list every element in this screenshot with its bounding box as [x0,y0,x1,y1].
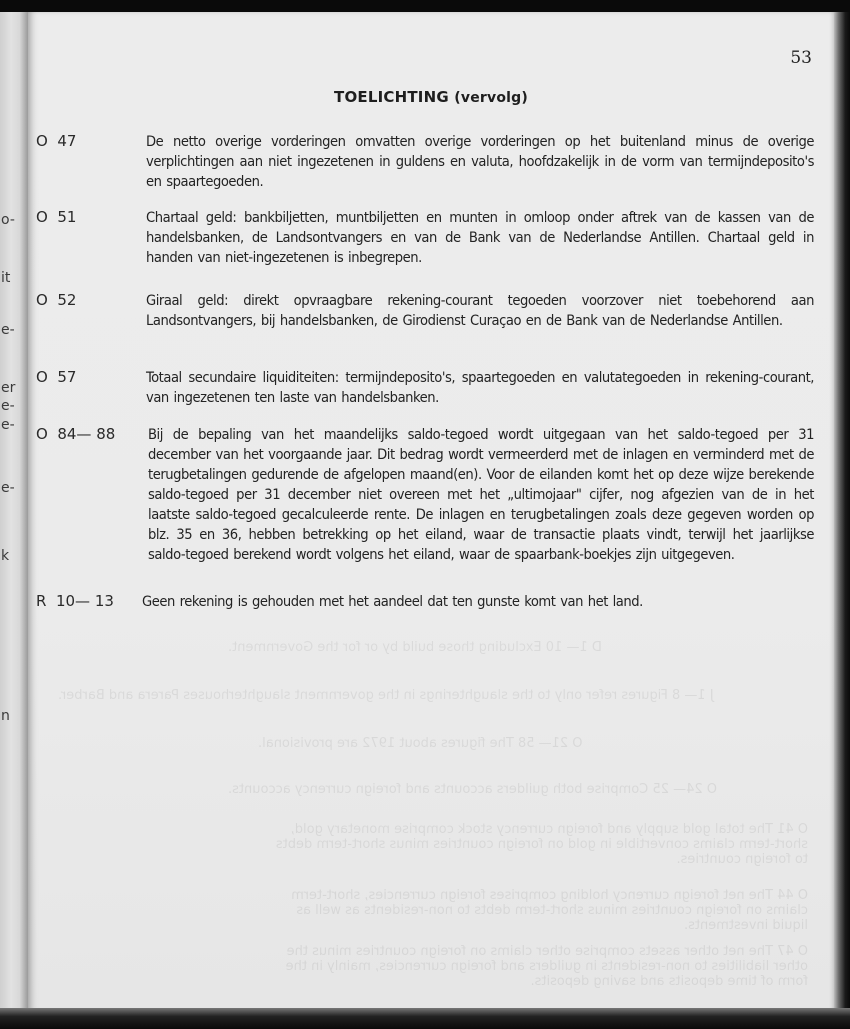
margin-fragment: k [1,548,10,564]
note-reference: O 47 [36,132,77,150]
bleed-through-text: D 1— 10 Excluding those build by or for the Government. [228,640,602,655]
margin-fragment: e- [1,480,15,496]
note-text: De netto overige vorderingen omvatten overige vorderingen op het buitenland minus de overige verplichtingen aan niet ingezetenen in guldens en valuta, hoofdzakelijk in de vorm van termijndeposito's en spaartegoeden. [146,133,814,190]
bleed-through-text: O 21— 58 The figures about 1972 are provisional. [258,736,583,751]
note-text: Giraal geld: direkt opvraagbare rekening-courant tegoeden voorzover niet toebehorend aan Landsontvangers, bij handelsbanken, de Girodienst Curaçao en de Bank van de Nederlandse Antillen. [146,292,814,329]
note-reference: O 52 [36,291,77,309]
margin-fragment: it [1,270,11,286]
margin-fragment: e- [1,417,15,433]
adjacent-page-edge [0,12,28,1012]
page-edge-right [834,12,850,1012]
page-number: 53 [790,48,812,68]
bleed-through-text: O 24— 25 Comprise both guilders accounts and foreign currency accounts. [228,782,717,797]
bleed-through-text: O 41 The total gold supply and foreign currency stock comprise monetary gold, short-term claims convertible in gold on foreign countries minus short-term debts to foreign countries. [275,822,808,867]
bleed-through-text: O 47 The net other assets comprise other claims on foreign countries minus the other liabilities to non-residents in guilders and foreign currencies, mainly in the form of time deposits and saving deposits. [285,944,808,989]
note-text: Totaal secundaire liquiditeiten: termijndeposito's, spaartegoeden en valutategoeden in rekening-courant, van ingezetenen ten laste van handelsbanken. [146,369,814,406]
note-text: Chartaal geld: bankbiljetten, muntbiljetten en munten in omloop onder aftrek van de kassen van de handelsbanken, de Landsontvangers en van de Bank van de Nederlandse Antillen. Chartaal geld in handen van niet-ingezetenen is inbegrepen. [146,209,814,266]
note-reference: R 10— 13 [36,592,114,610]
page-title [28,88,834,106]
title-main: TOELICHTING [334,88,449,106]
page-edge-bottom [0,1008,850,1029]
title-suffix: (vervolg) [454,90,528,106]
bleed-through-text: J 1— 8 Figures refer only to the slaughterings in the government slaughterhouses Parera and Barber. [58,688,714,703]
margin-fragment: o- [1,212,15,228]
margin-fragment: e- [1,322,15,338]
note-reference: O 84— 88 [36,425,116,443]
document-page [28,12,834,1012]
margin-fragment: er [1,380,16,396]
margin-fragment: n [1,708,10,724]
note-text: Geen rekening is gehouden met het aandeel dat ten gunste komt van het land. [142,593,643,610]
note-reference: O 51 [36,208,77,226]
note-text: Bij de bepaling van het maandelijks saldo-tegoed wordt uitgegaan van het saldo-tegoed per 31 december van het voorgaande jaar. Dit bedrag wordt vermeerderd met de inlagen en verminderd met de terugbetalingen gedurende de afgelopen maand(en). Voor de eilanden komt het op deze wijze berekende saldo-tegoed per 31 december niet overeen met het „ultimojaar" cijfer, nog afgezien van de in het laatste saldo-tegoed gecalculeerde rente. De inlagen en terugbetalingen zoals deze gegeven worden op blz. 35 en 36, hebben betrekking op het eiland, waar de transactie plaats vindt, terwijl het jaarlijkse saldo-tegoed berekend wordt volgens het eiland, waar de spaarbank-boekjes zijn uitgegeven. [148,426,814,563]
bleed-through-text: O 44 The net foreign currency holding comprises foreign currencies, short-term claims on foreign countries minus short-term debts to non-residents as well as liquid investments. [291,888,808,933]
note-reference: O 57 [36,368,77,386]
margin-fragment: e- [1,398,15,414]
